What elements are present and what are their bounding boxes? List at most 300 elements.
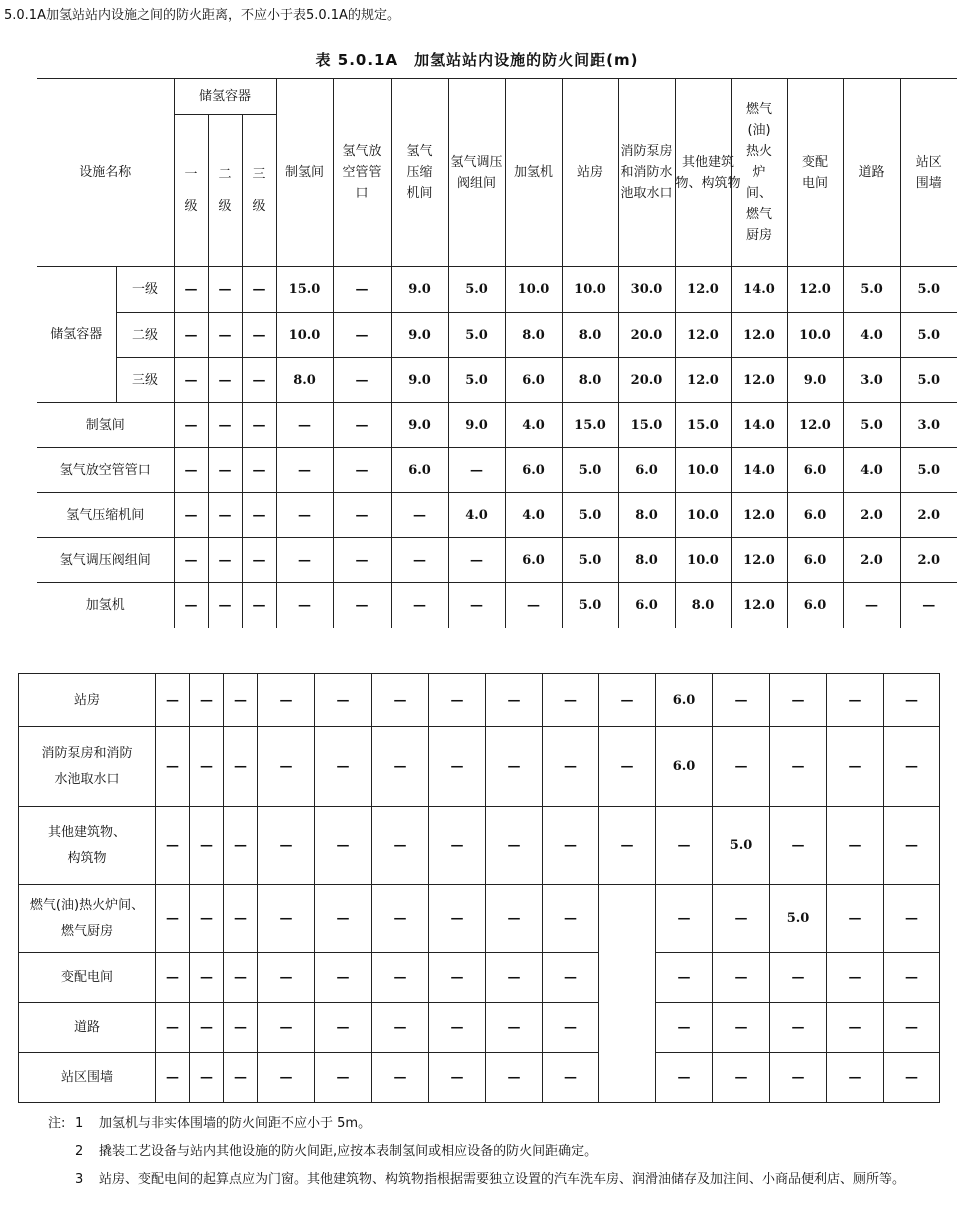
table-cell: 8.0 xyxy=(562,313,618,358)
table-cell: — xyxy=(372,953,429,1003)
table-cell: — xyxy=(208,583,242,628)
table-cell: — xyxy=(543,885,599,953)
table-row xyxy=(37,583,957,628)
table-cell: — xyxy=(174,358,208,403)
table-cell: 5.0 xyxy=(562,493,618,538)
row-label: 氢气压缩机间 xyxy=(37,493,174,538)
table-cell: — xyxy=(208,403,242,448)
table-cell: — xyxy=(713,727,770,807)
table-cell: — xyxy=(242,403,276,448)
table-cell: — xyxy=(884,885,940,953)
table-cell: — xyxy=(448,583,505,628)
table-cell: — xyxy=(372,674,429,727)
container-group-header: 储氢容器 xyxy=(174,79,276,115)
table-cell: 10.0 xyxy=(675,448,731,493)
table-cell: — xyxy=(543,1003,599,1053)
table-cell: 12.0 xyxy=(787,267,843,313)
note-number: 3 xyxy=(75,1172,84,1187)
table-cell: — xyxy=(174,493,208,538)
table-cell: 14.0 xyxy=(731,448,787,493)
table-cell: 8.0 xyxy=(618,538,675,583)
table-cell: — xyxy=(156,1003,190,1053)
table-cell: — xyxy=(827,885,884,953)
table-cell: — xyxy=(242,267,276,313)
table-cell: 6.0 xyxy=(787,448,843,493)
table-row xyxy=(37,403,957,448)
row-group-label: 储氢容器 xyxy=(37,267,116,403)
table-cell: — xyxy=(391,583,448,628)
table-cell: — xyxy=(429,1053,486,1103)
table-cell: 15.0 xyxy=(276,267,333,313)
table-cell: — xyxy=(486,885,543,953)
table-cell: — xyxy=(486,953,543,1003)
row-sub-label: 二级 xyxy=(116,313,174,358)
table-cell: — xyxy=(208,538,242,583)
column-header xyxy=(675,79,741,267)
table-cell: — xyxy=(276,493,333,538)
table-cell: — xyxy=(276,403,333,448)
column-header-text: 站房 xyxy=(577,165,604,180)
table-cell xyxy=(599,953,656,1003)
table-title: 表 5.0.1A 加氢站站内设施的防火间距(m) xyxy=(315,51,639,69)
table-cell: — xyxy=(656,953,713,1003)
column-header-text: 道路 xyxy=(858,165,885,180)
table-cell: — xyxy=(448,448,505,493)
table-cell: — xyxy=(372,727,429,807)
table-cell: — xyxy=(190,674,224,727)
table-cell: 15.0 xyxy=(618,403,675,448)
table-cell: — xyxy=(174,313,208,358)
table-cell: 5.0 xyxy=(843,403,900,448)
table-cell: — xyxy=(224,1053,258,1103)
table-cell: — xyxy=(770,1003,827,1053)
table-cell: — xyxy=(174,583,208,628)
spacing-table-part-2 xyxy=(18,673,940,1103)
table-cell: 5.0 xyxy=(713,807,770,885)
table-cell: 12.0 xyxy=(731,313,787,358)
table-cell: — xyxy=(543,674,599,727)
table-cell: — xyxy=(242,313,276,358)
table-cell: 20.0 xyxy=(618,358,675,403)
table-cell: — xyxy=(333,358,391,403)
table-cell: 12.0 xyxy=(675,267,731,313)
note-text: 撬装工艺设备与站内其他设施的防火间距,应按本表制氢间或相应设备的防火间距确定。 xyxy=(99,1144,598,1159)
table-cell: 6.0 xyxy=(618,583,675,628)
table-cell: — xyxy=(713,885,770,953)
row-sub-label: 一级 xyxy=(116,267,174,313)
table-cell: 6.0 xyxy=(656,674,713,727)
table-cell: — xyxy=(713,1003,770,1053)
table-cell: 5.0 xyxy=(770,885,827,953)
table-cell: 9.0 xyxy=(391,267,448,313)
table-cell: — xyxy=(505,583,562,628)
table-cell: — xyxy=(224,953,258,1003)
column-header xyxy=(618,79,675,267)
row-label xyxy=(19,885,156,953)
table-cell: — xyxy=(315,1053,372,1103)
table-cell: — xyxy=(224,807,258,885)
column-header xyxy=(787,79,843,267)
table-cell: — xyxy=(543,807,599,885)
table-cell: 8.0 xyxy=(562,358,618,403)
table-cell: — xyxy=(156,885,190,953)
row-label xyxy=(19,1053,156,1103)
row-label-text: 消防泵房和消防水池取水口 xyxy=(41,745,133,787)
note-text: 加氢机与非实体围墙的防火间距不应小于 5m。 xyxy=(99,1116,372,1131)
table-cell: 6.0 xyxy=(505,448,562,493)
column-header-text: 氢气放空管管口 xyxy=(342,144,382,201)
table-cell: — xyxy=(276,583,333,628)
row-label: 制氢间 xyxy=(37,403,174,448)
table-cell: 6.0 xyxy=(787,583,843,628)
table-cell: — xyxy=(543,953,599,1003)
table-cell: — xyxy=(224,885,258,953)
column-header-text: 制氢间 xyxy=(285,165,325,180)
table-cell: — xyxy=(156,807,190,885)
column-header xyxy=(391,79,448,267)
table-cell: 5.0 xyxy=(900,358,957,403)
table-row xyxy=(37,358,957,403)
table-cell: — xyxy=(448,538,505,583)
table-cell: — xyxy=(156,1053,190,1103)
table-cell: 12.0 xyxy=(675,358,731,403)
table-row xyxy=(19,1053,940,1103)
table-cell: — xyxy=(190,807,224,885)
table-cell: 4.0 xyxy=(448,493,505,538)
table-cell: 2.0 xyxy=(843,493,900,538)
intro-text: 5.0.1A加氢站站内设施之间的防火距离，不应小于表5.0.1A的规定。 xyxy=(4,8,400,23)
table-cell: — xyxy=(770,1053,827,1103)
table-cell: — xyxy=(258,1053,315,1103)
column-header xyxy=(843,79,900,267)
table-cell: 8.0 xyxy=(505,313,562,358)
table-cell: — xyxy=(391,538,448,583)
note-2 xyxy=(48,1138,948,1166)
table-cell: 6.0 xyxy=(618,448,675,493)
table-cell: 6.0 xyxy=(391,448,448,493)
table-cell: 9.0 xyxy=(391,313,448,358)
table-cell: — xyxy=(713,953,770,1003)
table-cell: 15.0 xyxy=(562,403,618,448)
table-cell: — xyxy=(429,885,486,953)
table-cell: — xyxy=(190,1003,224,1053)
table-row xyxy=(19,953,940,1003)
table-cell: — xyxy=(276,448,333,493)
table-cell: 5.0 xyxy=(562,583,618,628)
table-cell: — xyxy=(770,727,827,807)
table-cell: 4.0 xyxy=(843,448,900,493)
table-cell: — xyxy=(713,674,770,727)
table-cell: — xyxy=(900,583,957,628)
table-cell: 12.0 xyxy=(731,583,787,628)
table-cell: 10.0 xyxy=(505,267,562,313)
table-cell: — xyxy=(827,1003,884,1053)
table-cell: — xyxy=(543,1053,599,1103)
table-cell: — xyxy=(242,448,276,493)
table-cell: — xyxy=(827,1053,884,1103)
note-1 xyxy=(48,1110,948,1138)
table-cell: — xyxy=(190,727,224,807)
table-cell: — xyxy=(315,1003,372,1053)
table-row xyxy=(19,674,940,727)
table-cell: 6.0 xyxy=(505,358,562,403)
table-cell: — xyxy=(208,313,242,358)
table-cell: 6.0 xyxy=(787,493,843,538)
table-cell: — xyxy=(770,807,827,885)
table-cell: — xyxy=(827,807,884,885)
table-cell: — xyxy=(884,953,940,1003)
table-cell: — xyxy=(315,674,372,727)
table-cell: 5.0 xyxy=(900,313,957,358)
table-cell: — xyxy=(429,807,486,885)
table-cell: — xyxy=(224,1003,258,1053)
row-label: 氢气放空管管口 xyxy=(37,448,174,493)
table-cell: — xyxy=(258,807,315,885)
grade-header xyxy=(208,115,242,267)
table-cell: 10.0 xyxy=(675,538,731,583)
table-cell: — xyxy=(156,727,190,807)
table-cell: — xyxy=(713,1053,770,1103)
table-cell: — xyxy=(224,727,258,807)
row-label xyxy=(19,953,156,1003)
table-cell: — xyxy=(656,1003,713,1053)
table-cell: — xyxy=(429,727,486,807)
table-cell: — xyxy=(486,1053,543,1103)
table-row xyxy=(19,727,940,807)
table-cell: 9.0 xyxy=(391,358,448,403)
table-cell: — xyxy=(208,448,242,493)
table-row xyxy=(19,1003,940,1053)
table-cell: — xyxy=(333,493,391,538)
table-cell: 5.0 xyxy=(562,538,618,583)
column-header-text: 氢气压缩机间 xyxy=(406,144,433,201)
table-cell: 3.0 xyxy=(843,358,900,403)
table-cell: — xyxy=(827,953,884,1003)
table-cell: — xyxy=(884,807,940,885)
table-cell: 2.0 xyxy=(900,493,957,538)
table-cell: 9.0 xyxy=(448,403,505,448)
table-row xyxy=(37,538,957,583)
table-cell: — xyxy=(208,358,242,403)
note-number: 2 xyxy=(75,1144,84,1159)
table-cell: — xyxy=(884,1003,940,1053)
facility-name-header: 设施名称 xyxy=(37,79,174,267)
table-cell: 12.0 xyxy=(731,538,787,583)
table-cell xyxy=(599,885,656,953)
table-cell: 6.0 xyxy=(656,727,713,807)
row-label-text: 站房 xyxy=(73,692,100,708)
column-header xyxy=(562,79,618,267)
table-cell: 5.0 xyxy=(900,448,957,493)
row-label xyxy=(19,674,156,727)
column-header-text: 站区围墙 xyxy=(915,154,942,191)
table-cell: — xyxy=(258,885,315,953)
table-cell: — xyxy=(770,953,827,1003)
table-cell: 5.0 xyxy=(448,267,505,313)
table-cell: — xyxy=(843,583,900,628)
table-cell: — xyxy=(372,885,429,953)
table-cell: — xyxy=(315,807,372,885)
table-cell: 2.0 xyxy=(900,538,957,583)
table-cell: 5.0 xyxy=(448,358,505,403)
table-cell: — xyxy=(599,674,656,727)
table-cell: 8.0 xyxy=(675,583,731,628)
table-cell: 12.0 xyxy=(731,493,787,538)
note-number: 1 xyxy=(75,1116,84,1131)
column-header xyxy=(333,79,391,267)
row-label xyxy=(19,727,156,807)
table-cell: — xyxy=(372,1003,429,1053)
table-cell: 14.0 xyxy=(731,403,787,448)
table-cell: — xyxy=(372,807,429,885)
row-label-text: 道路 xyxy=(73,1020,100,1035)
grade-header xyxy=(242,115,276,267)
row-label: 加氢机 xyxy=(37,583,174,628)
table-cell xyxy=(599,1003,656,1053)
table-cell: 10.0 xyxy=(276,313,333,358)
table-cell: 9.0 xyxy=(391,403,448,448)
column-header xyxy=(276,79,333,267)
table-cell: 5.0 xyxy=(900,267,957,313)
table-cell: 30.0 xyxy=(618,267,675,313)
table-cell: 12.0 xyxy=(675,313,731,358)
row-label: 氢气调压阀组间 xyxy=(37,538,174,583)
table-cell: — xyxy=(242,493,276,538)
table-cell: — xyxy=(156,674,190,727)
table-cell: — xyxy=(242,583,276,628)
row-label xyxy=(19,807,156,885)
table-cell: — xyxy=(486,727,543,807)
grade-header xyxy=(174,115,208,267)
table-cell: 8.0 xyxy=(276,358,333,403)
column-header xyxy=(448,79,505,267)
table-cell: — xyxy=(486,674,543,727)
table-row xyxy=(37,313,957,358)
table-cell: — xyxy=(190,885,224,953)
table-cell: — xyxy=(258,1003,315,1053)
table-cell: — xyxy=(543,727,599,807)
table-cell: — xyxy=(333,313,391,358)
header-row xyxy=(37,79,957,115)
table-row xyxy=(19,885,940,953)
table-cell: — xyxy=(656,1053,713,1103)
column-header-text: 变配电间 xyxy=(802,154,829,191)
table-cell: — xyxy=(174,403,208,448)
table-cell: — xyxy=(884,1053,940,1103)
table-cell: — xyxy=(276,538,333,583)
table-cell: — xyxy=(884,727,940,807)
table-row xyxy=(37,448,957,493)
table-cell: — xyxy=(333,583,391,628)
table-cell: 5.0 xyxy=(843,267,900,313)
table-cell: 10.0 xyxy=(787,313,843,358)
table-cell: — xyxy=(174,448,208,493)
table-cell: 15.0 xyxy=(675,403,731,448)
column-header xyxy=(505,79,562,267)
table-cell: — xyxy=(827,674,884,727)
column-header-text: 加氢机 xyxy=(514,165,554,180)
row-sub-label: 三级 xyxy=(116,358,174,403)
table-cell: — xyxy=(190,1053,224,1103)
table-cell: — xyxy=(333,403,391,448)
table-cell xyxy=(599,1053,656,1103)
note-3 xyxy=(48,1166,948,1194)
row-label-text: 燃气(油)热火炉间、燃气厨房 xyxy=(29,897,145,939)
table-cell: — xyxy=(208,493,242,538)
table-cell: 9.0 xyxy=(787,358,843,403)
table-row xyxy=(37,267,957,313)
table-row xyxy=(19,807,940,885)
table-cell: — xyxy=(656,807,713,885)
table-cell: 5.0 xyxy=(448,313,505,358)
table-cell: — xyxy=(599,807,656,885)
spacing-table-part-1 xyxy=(37,78,957,628)
table-cell: 20.0 xyxy=(618,313,675,358)
grade-header-text: 一级 xyxy=(184,166,198,214)
table-cell: — xyxy=(333,538,391,583)
table-cell: 6.0 xyxy=(787,538,843,583)
table-cell: — xyxy=(656,885,713,953)
table-cell: — xyxy=(486,1003,543,1053)
table-cell: 6.0 xyxy=(505,538,562,583)
table-cell: — xyxy=(429,674,486,727)
note-text: 站房、变配电间的起算点应为门窗。其他建筑物、构筑物指根据需要独立设置的汽车洗车房、润滑油储存及加注间、小商品便利店、厕所等。 xyxy=(99,1172,906,1187)
table-cell: 8.0 xyxy=(618,493,675,538)
row-label-text: 站区围墙 xyxy=(60,1070,113,1085)
table-cell: — xyxy=(315,885,372,953)
table-cell: — xyxy=(242,358,276,403)
table-cell: — xyxy=(429,1003,486,1053)
table-cell: — xyxy=(315,953,372,1003)
table-cell: 4.0 xyxy=(505,403,562,448)
table-cell: — xyxy=(208,267,242,313)
table-cell: — xyxy=(599,727,656,807)
table-cell: — xyxy=(315,727,372,807)
table-cell: — xyxy=(156,953,190,1003)
grade-header-text: 三级 xyxy=(252,166,266,214)
table-cell: 10.0 xyxy=(675,493,731,538)
table-cell: — xyxy=(333,267,391,313)
table-cell: — xyxy=(770,674,827,727)
table-cell: 10.0 xyxy=(562,267,618,313)
grade-header-text: 二级 xyxy=(218,166,232,214)
note-label: 注: xyxy=(48,1116,66,1131)
table-cell: — xyxy=(258,727,315,807)
table-cell: — xyxy=(258,674,315,727)
table-cell: — xyxy=(391,493,448,538)
table-cell: — xyxy=(224,674,258,727)
table-cell: 2.0 xyxy=(843,538,900,583)
table-cell: — xyxy=(174,267,208,313)
table-cell: 14.0 xyxy=(731,267,787,313)
table-cell: — xyxy=(884,674,940,727)
column-header xyxy=(900,79,957,267)
column-header-text: 燃气(油)热火炉间、燃气厨房 xyxy=(746,102,773,243)
table-cell: — xyxy=(429,953,486,1003)
table-cell: — xyxy=(827,727,884,807)
table-cell: 12.0 xyxy=(731,358,787,403)
table-row xyxy=(37,493,957,538)
table-cell: — xyxy=(242,538,276,583)
column-header-text: 氢气调压阀组间 xyxy=(450,154,503,191)
table-cell: 5.0 xyxy=(562,448,618,493)
table-cell: — xyxy=(258,953,315,1003)
column-header-text: 其他建筑物、构筑物 xyxy=(675,154,741,191)
table-cell: — xyxy=(333,448,391,493)
table-cell: 4.0 xyxy=(843,313,900,358)
column-header-text: 消防泵房和消防水池取水口 xyxy=(620,144,673,201)
table-cell: 3.0 xyxy=(900,403,957,448)
